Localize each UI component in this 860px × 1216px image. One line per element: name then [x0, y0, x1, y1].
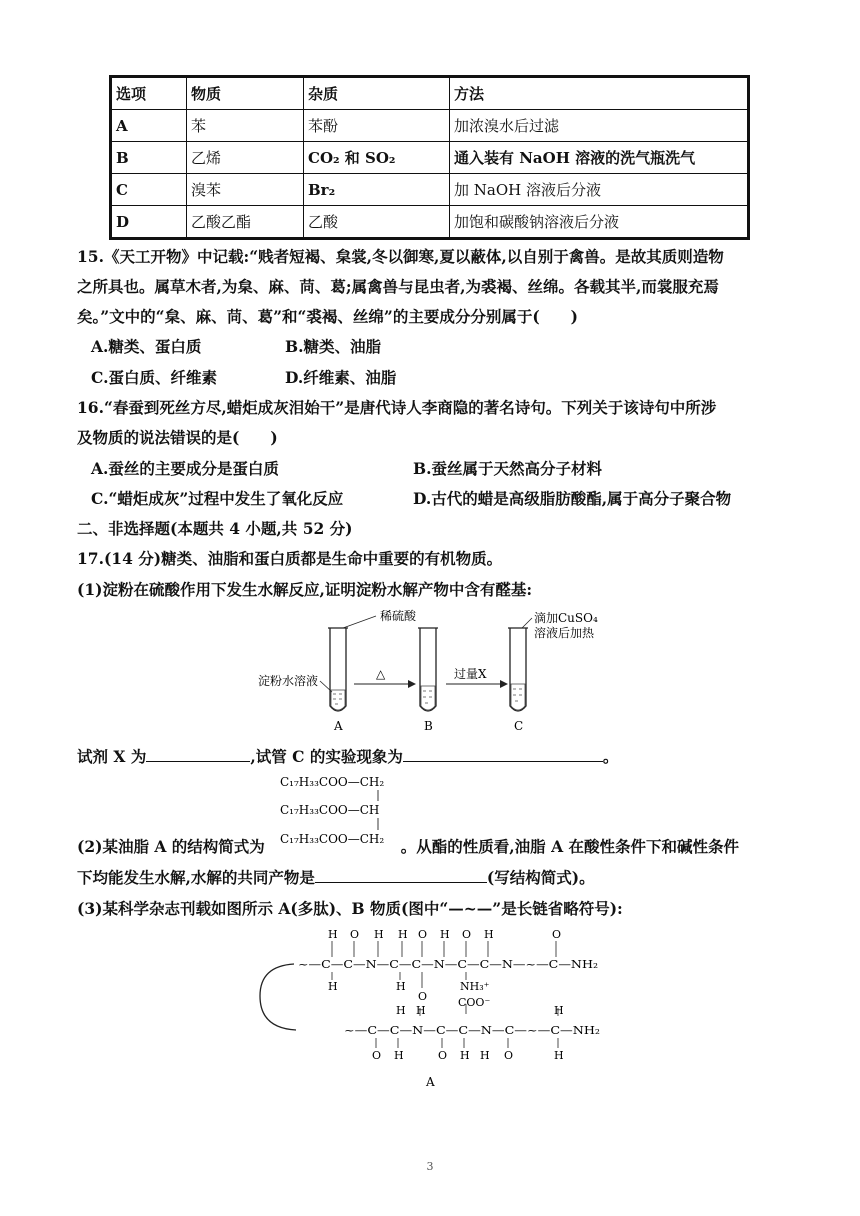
formula-line-1: C₁₇H₃₃COO—CH₂: [280, 775, 385, 789]
q15-option-b: B.糖类、油脂: [285, 337, 381, 356]
table-header-cell: 选项: [111, 77, 187, 110]
table-cell: C: [111, 174, 187, 206]
atom-o: O: [552, 928, 562, 941]
atom-h: H: [480, 1049, 490, 1062]
q16-line2: 及物质的说法错误的是( ): [77, 428, 278, 447]
atom-h: H: [416, 1004, 426, 1017]
q17-part3: (3)某科学杂志刊载如图所示 A(多肽)、B 物质(图中“—~—”是长链省略符号):: [77, 899, 623, 918]
atom-o: O: [372, 1049, 382, 1062]
q16-option-c: C.“蜡炬成灰”过程中发生了氧化反应: [91, 489, 344, 508]
q16-option-b: B.蚕丝属于天然高分子材料: [413, 459, 602, 478]
fill1-text-c: 。: [602, 747, 619, 766]
atom-h: H: [554, 1049, 564, 1062]
q17-part2-line2: [77, 866, 595, 888]
table-cell: 乙酸: [304, 206, 450, 239]
q15-option-c: C.蛋白质、纤维素: [91, 368, 217, 387]
q17-fill1: [77, 745, 618, 767]
table-cell: D: [111, 206, 187, 239]
table-cell: 乙酸乙酯: [187, 206, 304, 239]
peptide-a-diagram: [250, 924, 610, 1094]
tube-a-label: A: [334, 719, 343, 733]
atom-o: O: [438, 1049, 448, 1062]
table-cell: 通入装有 NaOH 溶液的洗气瓶洗气: [450, 142, 749, 174]
atom-h: H: [394, 1049, 404, 1062]
test-tube-diagram: [250, 606, 620, 736]
q16-option-a: A.蚕丝的主要成分是蛋白质: [91, 459, 279, 478]
tube-b-label: B: [424, 719, 433, 733]
table-cell: A: [111, 110, 187, 142]
solution-label: 淀粉水溶液: [258, 674, 319, 688]
table-cell: 加浓溴水后过滤: [450, 110, 749, 142]
q17-part2-line1: [77, 835, 739, 857]
q15-line2: 之所具也。属草木者,为枲、麻、苘、葛;属禽兽与昆虫者,为裘褐、丝绵。各载其半,而裳服充焉: [77, 277, 719, 296]
atom-h: H: [554, 1004, 564, 1017]
atom-h-below: H: [396, 980, 406, 993]
reagent-x-blank[interactable]: [146, 747, 250, 762]
table-cell: 溴苯: [187, 174, 304, 206]
table-cell: 苯: [187, 110, 304, 142]
table-cell: Br₂: [304, 174, 450, 206]
atom-o: O: [418, 928, 428, 941]
p2-text-a: (2)某油脂 A 的结构简式为: [77, 837, 265, 856]
atom-h: H: [396, 1004, 406, 1017]
fill1-text-b: ,试管 C 的实验现象为: [250, 747, 403, 766]
table-cell: 加 NaOH 溶液后分液: [450, 174, 749, 206]
p2-text-b: 。从酯的性质看,油脂 A 在酸性条件下和碱性条件: [400, 837, 739, 856]
section-heading: 二、非选择题(本题共 4 小题,共 52 分): [77, 519, 353, 538]
table-header-row: [111, 77, 749, 110]
table-cell: CO₂ 和 SO₂: [304, 142, 450, 174]
cuso4-label-2: 溶液后加热: [534, 626, 595, 640]
bottom-backbone: ~—C—C—N—C—C—N—C—~—C—NH₂: [344, 1024, 600, 1037]
q15-option-a: A.糖类、蛋白质: [91, 337, 202, 356]
excess-x-label: 过量X: [454, 667, 487, 681]
table-row: [111, 142, 749, 174]
q16-line1: 16.“春蚕到死丝方尽,蜡炬成灰泪始干”是唐代诗人李商隐的著名诗句。下列关于该诗句中所涉: [77, 398, 717, 417]
acid-label: 稀硫酸: [380, 609, 417, 623]
peptide-label: A: [426, 1075, 435, 1089]
common-product-blank[interactable]: [315, 868, 487, 883]
nh3-group: NH₃⁺: [460, 980, 490, 993]
table-cell: B: [111, 142, 187, 174]
atom-h: H: [328, 928, 338, 941]
q15-option-d: D.纤维素、油脂: [285, 368, 397, 387]
table-header-cell: 方法: [450, 77, 749, 110]
test-tube-c: [508, 618, 532, 711]
atom-o-ester: O: [418, 990, 428, 1003]
atom-h-below: H: [328, 980, 338, 993]
test-tube-a: [328, 616, 376, 711]
coo-group: COO⁻: [458, 996, 491, 1009]
options-table: [109, 75, 750, 240]
formula-line-2: C₁₇H₃₃COO—CH: [280, 803, 380, 817]
heat-symbol: △: [376, 667, 386, 681]
table-header-cell: 物质: [187, 77, 304, 110]
table-row: [111, 206, 749, 239]
p2-text-d: (写结构简式)。: [486, 868, 595, 887]
q16-option-d: D.古代的蜡是高级脂肪酸酯,属于高分子聚合物: [413, 489, 732, 508]
table-header-cell: 杂质: [304, 77, 450, 110]
table-cell: 加饱和碳酸钠溶液后分液: [450, 206, 749, 239]
atom-o: O: [350, 928, 360, 941]
atom-o: O: [504, 1049, 514, 1062]
table-cell: 苯酚: [304, 110, 450, 142]
atom-o: O: [462, 928, 472, 941]
atom-h: H: [440, 928, 450, 941]
table-cell: 乙烯: [187, 142, 304, 174]
tube-c-phenomenon-blank[interactable]: [403, 747, 603, 762]
top-chain: [298, 958, 598, 971]
top-upper-atoms: [328, 928, 561, 941]
q17-part1: (1)淀粉在硫酸作用下发生水解反应,证明淀粉水解产物中含有醛基:: [77, 580, 533, 599]
fill1-text-a: 试剂 X 为: [77, 747, 147, 766]
cuso4-label-1: 滴加CuSO₄: [534, 611, 598, 625]
top-backbone: ~—C—C—N—C—C—N—C—C—N—~—C—NH₂: [298, 958, 598, 971]
atom-h: H: [484, 928, 494, 941]
page-number: 3: [426, 1160, 434, 1173]
atom-h: H: [374, 928, 384, 941]
atom-h: H: [398, 928, 408, 941]
q15-line1: 15.《天工开物》中记载:“贱者短褐、枲裳,冬以御寒,夏以蔽体,以自别于禽兽。是故其质则造物: [77, 247, 724, 266]
table-row: [111, 110, 749, 142]
test-tube-b: [418, 628, 438, 711]
table-row: [111, 174, 749, 206]
formula-line-3: C₁₇H₃₃COO—CH₂: [280, 832, 385, 846]
tube-c-label: C: [514, 719, 524, 733]
p2-text-c: 下均能发生水解,水解的共同产物是: [77, 868, 315, 887]
q17-intro: 17.(14 分)糖类、油脂和蛋白质都是生命中重要的有机物质。: [77, 549, 503, 568]
q15-line3: 矣。”文中的“枲、麻、苘、葛”和“裘褐、丝绵”的主要成分分别属于( ): [77, 307, 578, 326]
atom-h: H: [460, 1049, 470, 1062]
